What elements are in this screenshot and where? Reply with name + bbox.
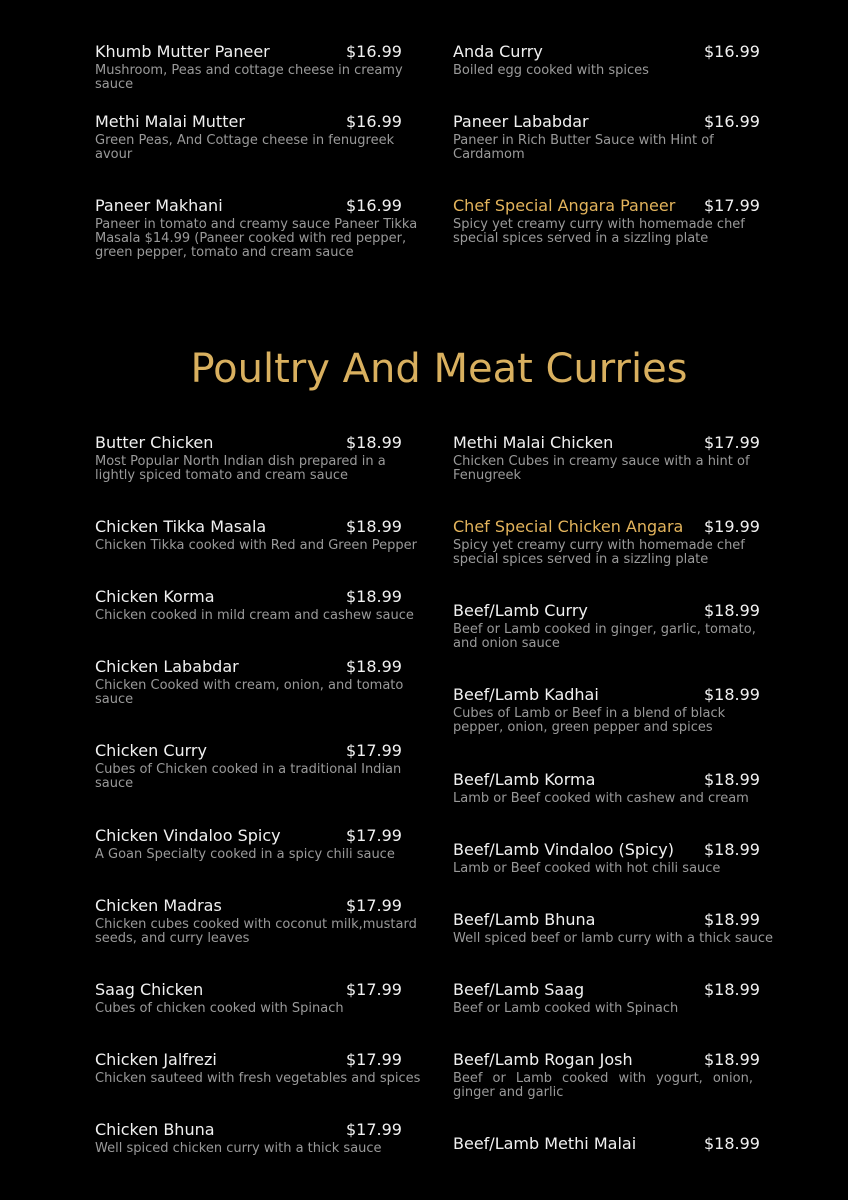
item-name: Beef/Lamb Methi Malai bbox=[453, 1134, 637, 1153]
item-price: $17.99 bbox=[704, 196, 760, 215]
item-description: Chicken Tikka cooked with Red and Green Pepper bbox=[95, 538, 417, 553]
item-name: Chicken Lababdar bbox=[95, 657, 239, 676]
item-name: Paneer Lababdar bbox=[453, 112, 589, 131]
item-name: Khumb Mutter Paneer bbox=[95, 42, 270, 61]
item-name: Methi Malai Mutter bbox=[95, 112, 245, 131]
item-description: Cubes of Lamb or Beef in a blend of black pepper, onion, green pepper and spices bbox=[453, 706, 726, 735]
item-name: Chicken Vindaloo Spicy bbox=[95, 826, 281, 845]
item-name: Beef/Lamb Bhuna bbox=[453, 910, 596, 929]
item-name: Beef/Lamb Rogan Josh bbox=[453, 1050, 633, 1069]
item-description: Chicken cooked in mild cream and cashew sauce bbox=[95, 608, 414, 623]
item-description: Chicken Cubes in creamy sauce with a hint of Fenugreek bbox=[453, 454, 750, 483]
item-name: Chicken Bhuna bbox=[95, 1120, 215, 1139]
item-name: Beef/Lamb Vindaloo (Spicy) bbox=[453, 840, 674, 859]
item-description: Well spiced beef or lamb curry with a thick sauce bbox=[453, 931, 773, 946]
item-description: Green Peas, And Cottage cheese in fenugreek avour bbox=[95, 133, 395, 162]
item-price: $18.99 bbox=[704, 1134, 760, 1153]
item-price: $17.99 bbox=[346, 741, 402, 760]
item-name-special: Chef Special Angara Paneer bbox=[453, 196, 676, 215]
item-name: Beef/Lamb Curry bbox=[453, 601, 588, 620]
item-description: Beef or Lamb cooked with yogurt, onion, ginger and garlic bbox=[453, 1071, 753, 1100]
item-description: Spicy yet creamy curry with homemade chef special spices served in a sizzling plate bbox=[453, 538, 745, 567]
item-price: $16.99 bbox=[704, 112, 760, 131]
item-description: Mushroom, Peas and cottage cheese in creamy sauce bbox=[95, 63, 403, 92]
item-price: $18.99 bbox=[704, 980, 760, 999]
item-price: $16.99 bbox=[346, 112, 402, 131]
item-price: $17.99 bbox=[346, 980, 402, 999]
item-description: Chicken sauteed with fresh vegetables and spices bbox=[95, 1071, 421, 1086]
item-price: $16.99 bbox=[346, 42, 402, 61]
item-description: Boiled egg cooked with spices bbox=[453, 63, 649, 78]
item-name: Beef/Lamb Saag bbox=[453, 980, 585, 999]
item-description: Well spiced chicken curry with a thick sauce bbox=[95, 1141, 382, 1156]
item-description: A Goan Specialty cooked in a spicy chili sauce bbox=[95, 847, 395, 862]
item-name: Beef/Lamb Kadhai bbox=[453, 685, 599, 704]
item-name: Saag Chicken bbox=[95, 980, 204, 999]
item-description: Spicy yet creamy curry with homemade chef special spices served in a sizzling plate bbox=[453, 217, 745, 246]
item-name: Chicken Korma bbox=[95, 587, 215, 606]
item-price: $17.99 bbox=[346, 1050, 402, 1069]
item-price: $16.99 bbox=[346, 196, 402, 215]
item-name-special: Chef Special Chicken Angara bbox=[453, 517, 684, 536]
item-description: Chicken Cooked with cream, onion, and tomato sauce bbox=[95, 678, 404, 707]
item-price: $18.99 bbox=[704, 685, 760, 704]
item-price: $18.99 bbox=[704, 910, 760, 929]
item-price: $18.99 bbox=[346, 587, 402, 606]
item-description: Beef or Lamb cooked with Spinach bbox=[453, 1001, 679, 1016]
item-name: Paneer Makhani bbox=[95, 196, 223, 215]
item-price: $17.99 bbox=[704, 433, 760, 452]
item-price: $18.99 bbox=[704, 840, 760, 859]
item-description: Paneer in tomato and creamy sauce Paneer Tikka Masala $14.99 (Paneer cooked with red pepper, green pepper, tomato and cream sauce bbox=[95, 217, 418, 260]
section-title: Poultry And Meat Curries bbox=[190, 346, 688, 392]
item-description: Beef or Lamb cooked in ginger, garlic, tomato, and onion sauce bbox=[453, 622, 756, 651]
item-price: $18.99 bbox=[704, 770, 760, 789]
item-name: Methi Malai Chicken bbox=[453, 433, 614, 452]
item-price: $19.99 bbox=[704, 517, 760, 536]
item-name: Anda Curry bbox=[453, 42, 543, 61]
item-price: $18.99 bbox=[704, 1050, 760, 1069]
item-price: $18.99 bbox=[346, 657, 402, 676]
item-price: $18.99 bbox=[704, 601, 760, 620]
item-description: Lamb or Beef cooked with cashew and cream bbox=[453, 791, 749, 806]
item-price: $17.99 bbox=[346, 896, 402, 915]
item-price: $18.99 bbox=[346, 517, 402, 536]
item-name: Chicken Curry bbox=[95, 741, 207, 760]
item-price: $17.99 bbox=[346, 826, 402, 845]
item-name: Butter Chicken bbox=[95, 433, 214, 452]
item-description: Paneer in Rich Butter Sauce with Hint of Cardamom bbox=[453, 133, 714, 162]
item-name: Chicken Jalfrezi bbox=[95, 1050, 217, 1069]
item-description: Most Popular North Indian dish prepared in a lightly spiced tomato and cream sauce bbox=[95, 454, 386, 483]
item-price: $17.99 bbox=[346, 1120, 402, 1139]
item-description: Lamb or Beef cooked with hot chili sauce bbox=[453, 861, 721, 876]
item-name: Beef/Lamb Korma bbox=[453, 770, 596, 789]
item-price: $16.99 bbox=[704, 42, 760, 61]
item-name: Chicken Tikka Masala bbox=[95, 517, 267, 536]
item-description: Cubes of Chicken cooked in a traditional Indian sauce bbox=[95, 762, 402, 791]
item-price: $18.99 bbox=[346, 433, 402, 452]
item-description: Chicken cubes cooked with coconut milk,mustard seeds, and curry leaves bbox=[95, 917, 417, 946]
item-name: Chicken Madras bbox=[95, 896, 222, 915]
item-description: Cubes of chicken cooked with Spinach bbox=[95, 1001, 344, 1016]
